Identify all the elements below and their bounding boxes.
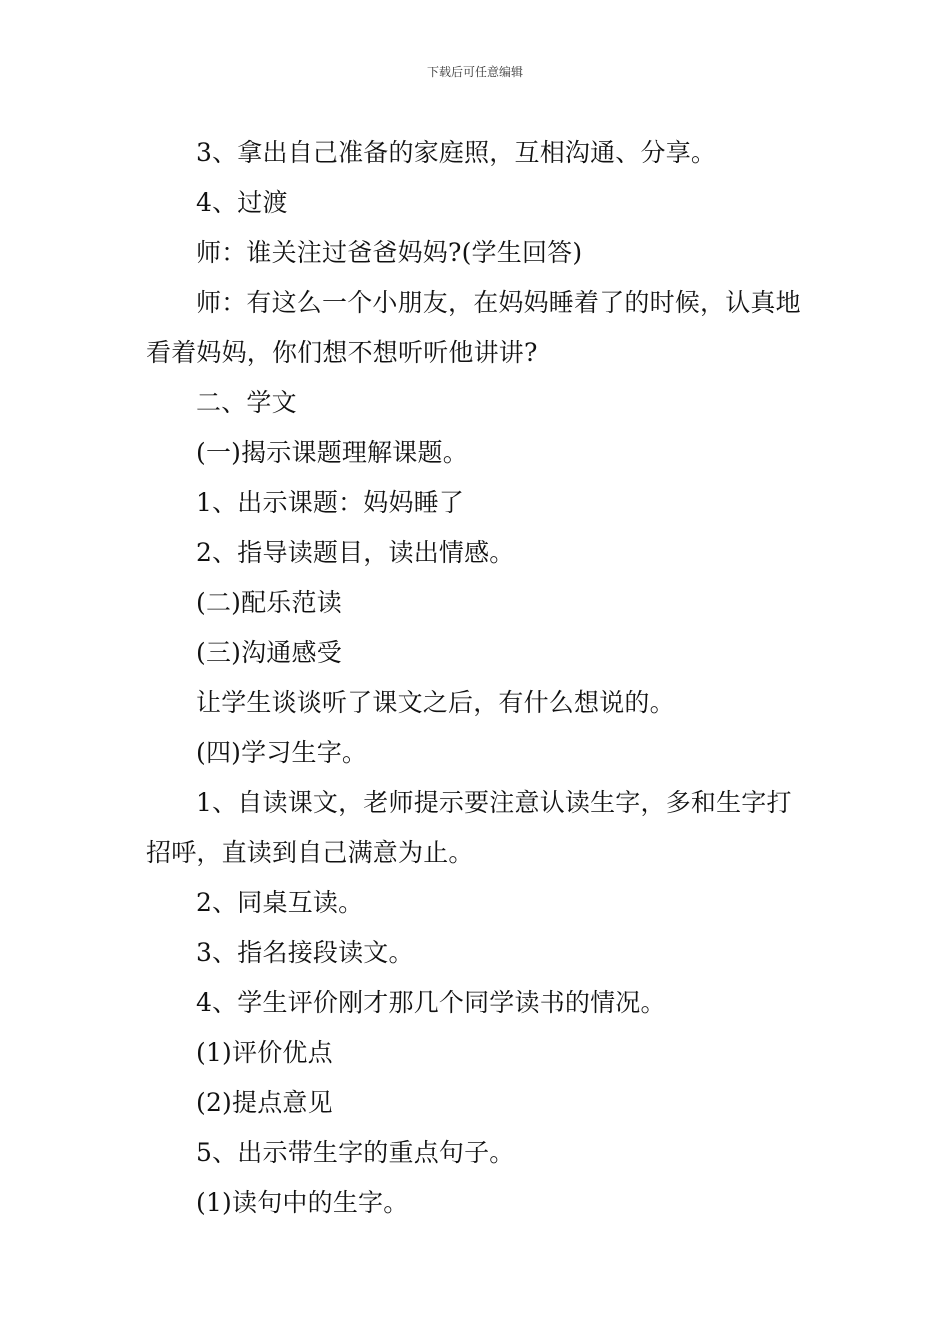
- paragraph: 2、指导读题目，读出情感。: [196, 538, 515, 567]
- paragraph: (四)学习生字。: [196, 738, 368, 767]
- paragraph: (一)揭示课题理解课题。: [196, 438, 468, 467]
- paragraph: 让学生谈谈听了课文之后，有什么想说的。: [196, 688, 675, 717]
- page-header: 下载后可任意编辑: [426, 65, 523, 79]
- paragraph: 1、自读课文，老师提示要注意认读生字，多和生字打招呼，直读到自己满意为止。: [146, 788, 792, 867]
- paragraph: 1、出示课题：妈妈睡了: [196, 488, 465, 517]
- paragraph: 二、学文: [196, 388, 297, 417]
- paragraph: 4、学生评价刚才那几个同学读书的情况。: [196, 988, 666, 1017]
- paragraph: (2)提点意见: [196, 1088, 333, 1117]
- paragraph: 2、同桌互读。: [196, 888, 364, 917]
- paragraph: 3、指名接段读文。: [196, 938, 414, 967]
- paragraph: (1)读句中的生字。: [196, 1188, 409, 1217]
- document-body: [146, 128, 810, 1228]
- paragraph: 师：有这么一个小朋友，在妈妈睡着了的时候，认真地看着妈妈，你们想不想听听他讲讲?: [146, 288, 801, 367]
- paragraph: (1)评价优点: [196, 1038, 333, 1067]
- paragraph: 4、过渡: [196, 188, 288, 217]
- paragraph: (二)配乐范读: [196, 588, 342, 617]
- paragraph: 5、出示带生字的重点句子。: [196, 1138, 515, 1167]
- paragraph: 师：谁关注过爸爸妈妈?(学生回答): [196, 238, 583, 267]
- paragraph: 3、拿出自己准备的家庭照，互相沟通、分享。: [196, 138, 717, 167]
- paragraph: (三)沟通感受: [196, 638, 342, 667]
